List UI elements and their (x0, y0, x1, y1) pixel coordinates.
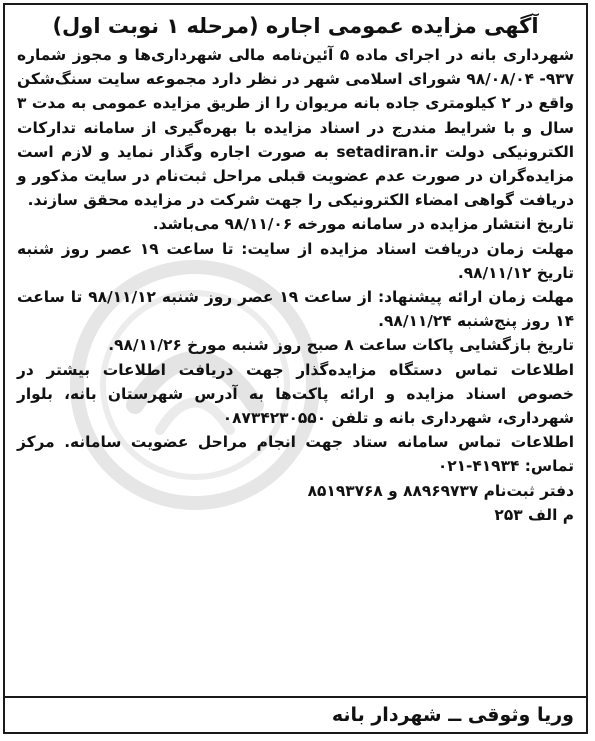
registration-office: دفتر ثبت‌نام ۸۸۹۶۹۷۳۷ و ۸۵۱۹۳۷۶۸ (307, 481, 574, 500)
intro-text-1: شهرداری بانه در اجرای ماده ۵ آئین‌نامه مالی شهرداری‌ها و مجوز شماره ۹۳۷- ۹۸/۰۸/۰۴ شورای اسلامی شهر در نظر دارد مجموعه سایت سنگ‌شکن واقع در ۲ کیلومتری جاده بانه مریوان را از طریق مزایده عمومی به مدت ۳ سال و با شرایط مندرج در اسناد مزایده با بهره‌گیری از سامانه تدارکات الکترونیکی دولت (17, 46, 575, 161)
publish-date: تاریخ انتشار مزایده در سامانه مورخه ۹۸/۱۱/۰۶ می‌باشد. (152, 215, 574, 234)
notice-title: آگهی مزایده عمومی اجاره (مرحله ۱ نوبت اول) (52, 14, 539, 38)
signature: وریا وثوقی ــ شهردار بانه (5, 696, 586, 732)
website-link[interactable]: setadiran.ir (336, 142, 438, 161)
docs-deadline: مهلت زمان دریافت اسناد مزایده از سایت: تا ساعت ۱۹ عصر روز شنبه تاریخ ۹۸/۱۱/۱۲. (17, 239, 574, 282)
opening-date: تاریخ بازگشایی پاکات ساعت ۸ صبح روز شنبه مورخ ۹۸/۱۱/۲۶. (108, 336, 574, 355)
setad-contact: اطلاعات تماس سامانه ستاد جهت انجام مراحل عضویت سامانه. مرکز تماس: ۴۱۹۳۴-۰۲۱ (17, 433, 574, 476)
notice-body (5, 5, 586, 527)
contact-info: اطلاعات تماس دستگاه مزایده‌گذار جهت دریافت اطلاعات بیشتر در خصوص اسناد مزایده و ارائه پاکت‌ها به آدرس شهرستان بانه، بلوار شهرداری، شهرداری بانه و تلفن ۰۸۷۳۴۲۳۰۵۵۰ (17, 360, 574, 428)
notice-code: م الف ۲۵۳ (494, 505, 574, 524)
intro-paragraph (17, 43, 574, 212)
notice-frame (3, 3, 588, 734)
bid-deadline: مهلت زمان ارائه پیشنهاد: از ساعت ۱۹ عصر روز شنبه ۹۸/۱۱/۱۲ تا ساعت ۱۴ روز پنج‌شنبه ۹۸/۱۱/۲۴. (17, 288, 574, 331)
intro-text-2: به صورت اجاره وگذار نماید و لازم است مزایده‌گران در صورت عدم عضویت قبلی مراحل ثبت‌نام در سایت مذکور و دریافت گواهی امضاء الکترونیکی را جهت شرکت در مزایده محقق سازند. (17, 142, 574, 210)
